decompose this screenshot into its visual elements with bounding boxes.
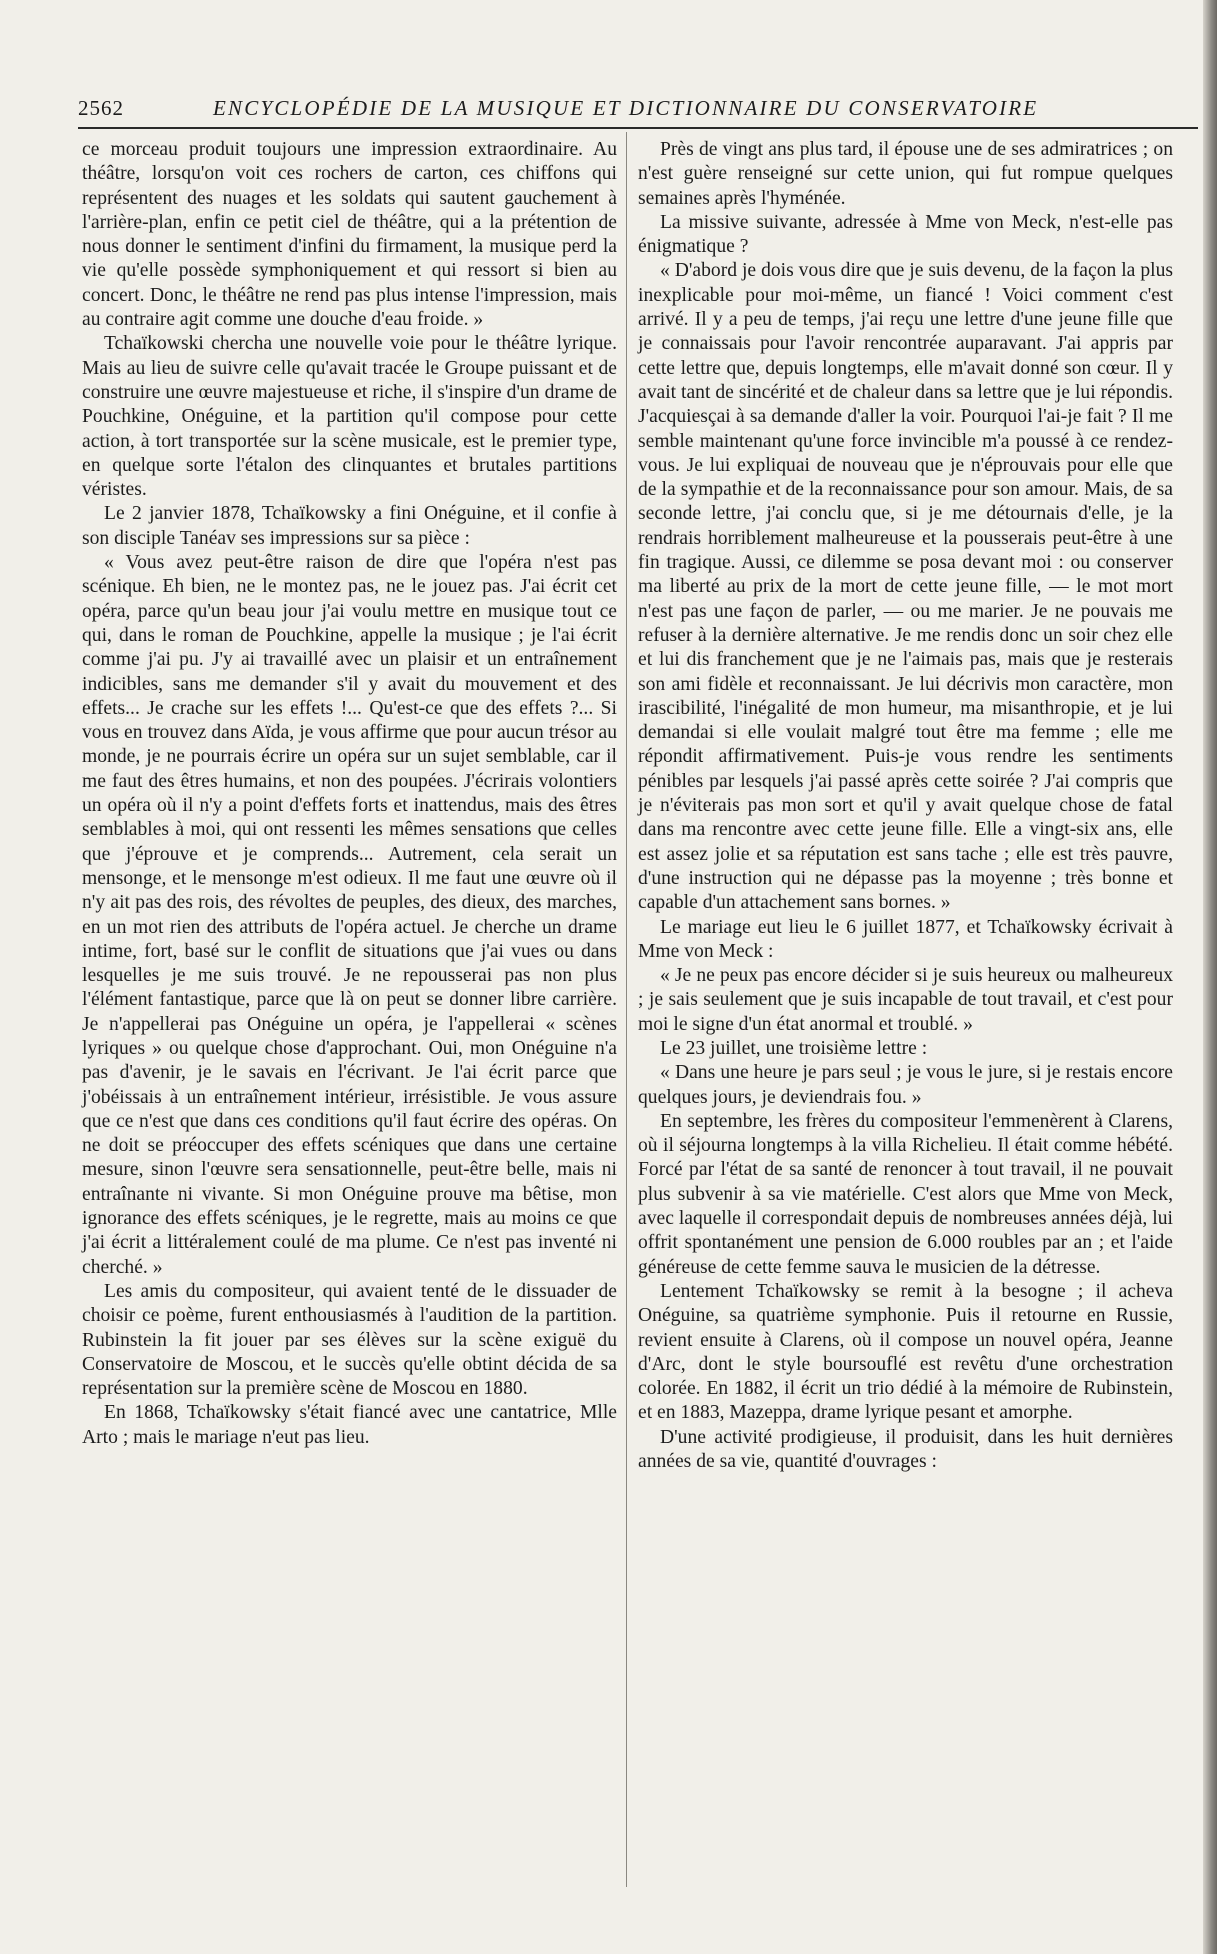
paragraph: Le 2 janvier 1878, Tchaïkowsky a fini Onéguine, et il confie à son disciple Tanéav ses impressions sur sa pièce :: [82, 503, 617, 549]
paragraph: « D'abord je dois vous dire que je suis devenu, de la façon la plus inexplicable pour moi-même, un fiancé ! Voici comment c'est arrivé. Il y a peu de temps, j'ai reçu une lettre d'une jeune fille que je connaissais pour l'avoir rencontrée auparavant. J'ai appris par cette lettre que, depuis longtemps, elle m'avait donné son cœur. Il y avait tant de sincérité et de chaleur dans sa lettre que je lui répondis. J'acquiesçai à sa demande d'aller la voir. Pourquoi l'ai-je fait ? Il me semble maintenant qu'une force invincible m'a poussé à ce rendez-vous. Je lui expliquai de nouveau que je n'éprouvais pour elle que de la sympathie et de la reconnaissance pour son amour. Mais, de sa seconde lettre, j'ai conclu que, si je me détournais d'elle, je la rendrais horriblement malheureuse et la pousserais peut-être à une fin tragique. Aussi, ce dilemme se posa devant moi : ou conserver ma liberté au prix de la mort de cette jeune fille, — le mot mort n'est pas une façon de parler, — ou me marier. Je ne pouvais me refuser à la dernière alternative. Je me rendis donc un soir chez elle et lui dis franchement que je ne l'aimais pas, mais que je resterais son ami fidèle et reconnaissant. Je lui décrivis mon caractère, mon irascibilité, l'inégalité de mon humeur, ma misanthropie, et je lui demandai si elle voulait malgré tout être ma femme ; elle me répondit affirmativement. Puis-je vous rendre les sentiments pénibles par lesquels j'ai passé après cette soirée ? J'ai compris que je n'éviterais pas mon sort et qu'il y avait quelque chose de fatal dans ma rencontre avec cette jeune fille. Elle a vingt-six ans, elle est assez jolie et sa réputation est sans tache ; elle est très pauvre, d'une instruction qui ne dépasse pas la moyenne ; très bonne et capable d'un attachement sans bornes. »: [638, 260, 1173, 914]
paragraph: ce morceau produit toujours une impression extraordinaire. Au théâtre, lorsqu'on voit ces rochers de carton, ces chiffons qui représentent des nuages et les soldats qui sautent gauchement à l'arrière-plan, enfin ce petit ciel de théâtre, qui a la prétention de nous donner le sentiment d'infini du firmament, la musique perd la vie qu'elle possède symphoniquement et qui ressort si bien au concert. Donc, le théâtre ne rend pas plus intense l'impression, mais au contraire agit comme une douche d'eau froide. »: [82, 139, 617, 331]
paragraph: « Dans une heure je pars seul ; je vous le jure, si je restais encore quelques jours, je deviendrais fou. »: [638, 1062, 1173, 1108]
column-divider: [626, 132, 627, 1887]
paragraph: « Je ne peux pas encore décider si je suis heureux ou malheureux ; je sais seulement que je suis incapable de tout travail, et c'est pour moi le signe d'un état anormal et troublé. »: [638, 965, 1173, 1035]
paragraph: Le 23 juillet, une troisième lettre :: [660, 1037, 928, 1059]
paragraph: Tchaïkowski chercha une nouvelle voie pour le théâtre lyrique. Mais au lieu de suivre celle qu'avait tracée le Groupe puissant et de construire une œuvre majestueuse et riche, il s'inspire d'un drame de Pouchkine, Onéguine, et la partition qu'il compose pour cette action, à tort transportée sur la scène musicale, est le premier type, en quelque sorte l'étalon des clinquantes et brutales partitions véristes.: [82, 333, 617, 501]
paragraph: Lentement Tchaïkowsky se remit à la besogne ; il acheva Onéguine, sa quatrième symphonie. Puis il retourne en Russie, revient ensuite à Clarens, où il compose un nouvel opéra, Jeanne d'Arc, dont le style boursouflé est revêtu d'une orchestration colorée. En 1882, il écrit un trio dédié à la mémoire de Rubinstein, et en 1883, Mazeppa, drame lyrique pesant et amorphe.: [638, 1280, 1173, 1424]
paragraph: En septembre, les frères du compositeur l'emmenèrent à Clarens, où il séjourna longtemps à la villa Richelieu. Il était comme hébété. Forcé par l'état de sa santé de renoncer à tout travail, il ne pouvait plus subvenir à sa vie matérielle. C'est alors que Mme von Meck, avec laquelle il correspondait depuis de nombreuses années déjà, lui offrit spontanément une pension de 6.000 roubles par an ; et l'aide généreuse de cette femme sauva le musicien de la détresse.: [638, 1110, 1173, 1278]
paragraph: En 1868, Tchaïkowsky s'était fiancé avec une cantatrice, Mlle Arto ; mais le mariage n'eut pas lieu.: [82, 1402, 617, 1448]
right-column: [638, 138, 1173, 1474]
paragraph: Près de vingt ans plus tard, il épouse une de ses admiratrices ; on n'est guère renseigné sur cette union, qui fut rompue quelques semaines après l'hyménée.: [638, 139, 1173, 209]
paragraph: D'une activité prodigieuse, il produisit, dans les huit dernières années de sa vie, quantité d'ouvrages :: [638, 1426, 1173, 1473]
running-title: ENCYCLOPÉDIE DE LA MUSIQUE ET DICTIONNAIRE DU CONSERVATOIRE: [213, 96, 1039, 120]
paragraph: Les amis du compositeur, qui avaient tenté de le dissuader de choisir ce poème, furent enthousiasmés à l'audition de la partition. Rubinstein la fit jouer par ses élèves sur la scène exiguë du Conservatoire de Moscou, et le succès qu'elle obtint décida de sa représentation sur la première scène de Moscou en 1880.: [82, 1280, 617, 1400]
page-number: 2562: [78, 96, 124, 120]
paragraph: La missive suivante, adressée à Mme von Meck, n'est-elle pas énigmatique ?: [638, 211, 1173, 258]
page-header: [78, 96, 1198, 126]
paragraph: Le mariage eut lieu le 6 juillet 1877, et Tchaïkowsky écrivait à Mme von Meck :: [638, 916, 1173, 962]
page-edge: [1203, 0, 1217, 1954]
header-rule: [78, 127, 1198, 129]
paragraph: « Vous avez peut-être raison de dire que l'opéra n'est pas scénique. Eh bien, ne le montez pas, ne le jouez pas. J'ai écrit cet opéra, parce qu'un beau jour j'ai voulu mettre en musique tout ce qui, dans le roman de Pouchkine, appelle la musique ; je l'ai écrit comme j'ai pu. J'y ai travaillé avec un plaisir et un entraînement indicibles, sans me demander s'il y avait du mouvement et des effets... Je crache sur les effets !... Qu'est-ce que des effets ?... Si vous en trouvez dans Aïda, je vous affirme que pour aucun trésor au monde, je ne pourrais écrire un opéra sur un sujet semblable, car il me faut des êtres humains, et non des poupées. J'écrirais volontiers un opéra où il n'y a point d'effets forts et inattendus, mais des êtres semblables à moi, qui ont ressenti les mêmes sensations que celles que j'éprouve et je comprends... Autrement, cela serait un mensonge, et le mensonge m'est odieux. Il me faut une œuvre où il n'y ait pas des rois, des révoltes de peuples, des dieux, des marches, en un mot rien des attributs de l'opéra actuel. Je cherche un drame intime, fort, basé sur le conflit de situations que j'ai vues ou dans lesquelles je me suis trouvé. Je ne repousserai pas non plus l'élément fantastique, parce que là on peut se donner libre carrière. Je n'appellerai pas Onéguine un opéra, je l'appellerai « scènes lyriques » ou quelque chose d'approchant. Oui, mon Onéguine n'a pas d'avenir, je le savais en l'écrivant. Je l'ai écrit parce que j'obéissais à un entraînement intérieur, irrésistible. Je vous assure que ce n'est que dans ces conditions qu'il faut écrire des opéras. On ne doit se préoccuper des effets scéniques que dans une certaine mesure, sinon l'œuvre sera sensationnelle, peut-être belle, mais ni entraînante ni vivante. Si mon Onéguine prouve ma bêtise, mon ignorance des effets scéniques, je le regrette, mais au moins ce que j'ai écrit a littéralement coulé de ma plume. Ce n'est pas inventé ni cherché. »: [82, 552, 617, 1278]
left-column: [82, 138, 617, 1450]
